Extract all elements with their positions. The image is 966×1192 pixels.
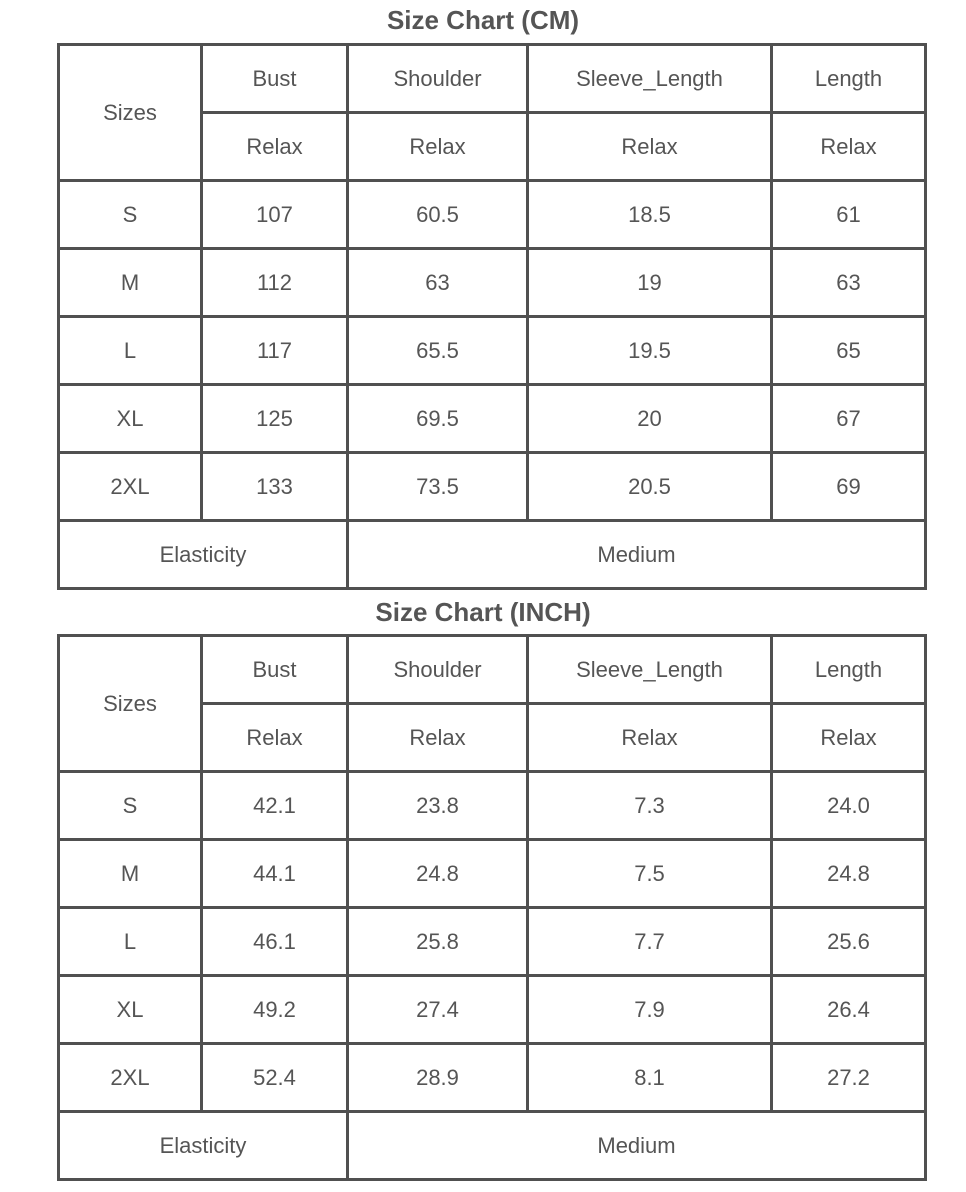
header-shoulder: Shoulder xyxy=(349,637,529,705)
header-sleeve-length: Sleeve_Length xyxy=(529,637,773,705)
bust-value: 44.1 xyxy=(203,841,349,909)
header-bust: Bust xyxy=(203,637,349,705)
size-label: M xyxy=(60,250,203,318)
shoulder-value: 28.9 xyxy=(349,1045,529,1113)
fit-sleeve-length: Relax xyxy=(529,114,773,182)
elasticity-row xyxy=(60,1113,924,1178)
table-row xyxy=(60,386,924,454)
table-row xyxy=(60,182,924,250)
size-label: L xyxy=(60,318,203,386)
bust-value: 125 xyxy=(203,386,349,454)
shoulder-value: 23.8 xyxy=(349,773,529,841)
sleeve-length-value: 7.3 xyxy=(529,773,773,841)
size-label: M xyxy=(60,841,203,909)
shoulder-value: 63 xyxy=(349,250,529,318)
bust-value: 46.1 xyxy=(203,909,349,977)
size-chart-cm-table xyxy=(57,43,927,590)
bust-value: 52.4 xyxy=(203,1045,349,1113)
sleeve-length-value: 7.7 xyxy=(529,909,773,977)
header-length: Length xyxy=(773,46,924,114)
table-row xyxy=(60,1045,924,1113)
sleeve-length-value: 20.5 xyxy=(529,454,773,522)
bust-value: 112 xyxy=(203,250,349,318)
bust-value: 117 xyxy=(203,318,349,386)
header-row-measurements xyxy=(60,637,924,705)
sizes-header: Sizes xyxy=(60,46,203,182)
table-row xyxy=(60,841,924,909)
shoulder-value: 60.5 xyxy=(349,182,529,250)
fit-sleeve-length: Relax xyxy=(529,705,773,773)
elasticity-row xyxy=(60,522,924,587)
shoulder-value: 65.5 xyxy=(349,318,529,386)
header-bust: Bust xyxy=(203,46,349,114)
size-label: L xyxy=(60,909,203,977)
length-value: 61 xyxy=(773,182,924,250)
size-label: XL xyxy=(60,386,203,454)
length-value: 27.2 xyxy=(773,1045,924,1113)
size-label: 2XL xyxy=(60,454,203,522)
size-chart-inch-title: Size Chart (INCH) xyxy=(375,597,591,627)
sleeve-length-value: 20 xyxy=(529,386,773,454)
shoulder-value: 27.4 xyxy=(349,977,529,1045)
length-value: 24.0 xyxy=(773,773,924,841)
table-row xyxy=(60,454,924,522)
length-value: 63 xyxy=(773,250,924,318)
bust-value: 133 xyxy=(203,454,349,522)
bust-value: 49.2 xyxy=(203,977,349,1045)
elasticity-label: Elasticity xyxy=(60,522,349,587)
sleeve-length-value: 19.5 xyxy=(529,318,773,386)
sleeve-length-value: 7.5 xyxy=(529,841,773,909)
fit-shoulder: Relax xyxy=(349,114,529,182)
sleeve-length-value: 18.5 xyxy=(529,182,773,250)
table-row xyxy=(60,250,924,318)
size-label: S xyxy=(60,773,203,841)
shoulder-value: 73.5 xyxy=(349,454,529,522)
bust-value: 42.1 xyxy=(203,773,349,841)
header-row-measurements xyxy=(60,46,924,114)
table-row xyxy=(60,909,924,977)
length-value: 69 xyxy=(773,454,924,522)
length-value: 24.8 xyxy=(773,841,924,909)
fit-bust: Relax xyxy=(203,114,349,182)
sleeve-length-value: 8.1 xyxy=(529,1045,773,1113)
fit-bust: Relax xyxy=(203,705,349,773)
shoulder-value: 24.8 xyxy=(349,841,529,909)
header-length: Length xyxy=(773,637,924,705)
table-row xyxy=(60,773,924,841)
elasticity-value: Medium xyxy=(597,541,676,567)
shoulder-value: 69.5 xyxy=(349,386,529,454)
length-value: 67 xyxy=(773,386,924,454)
length-value: 26.4 xyxy=(773,977,924,1045)
length-value: 25.6 xyxy=(773,909,924,977)
size-chart-inch-table xyxy=(57,634,927,1181)
table-row xyxy=(60,977,924,1045)
elasticity-value: Medium xyxy=(597,1132,676,1158)
sleeve-length-value: 19 xyxy=(529,250,773,318)
header-sleeve-length: Sleeve_Length xyxy=(529,46,773,114)
size-label: S xyxy=(60,182,203,250)
fit-length: Relax xyxy=(773,114,924,182)
fit-length: Relax xyxy=(773,705,924,773)
length-value: 65 xyxy=(773,318,924,386)
shoulder-value: 25.8 xyxy=(349,909,529,977)
elasticity-label: Elasticity xyxy=(60,1113,349,1178)
size-chart-cm-title: Size Chart (CM) xyxy=(386,5,580,35)
size-label: 2XL xyxy=(60,1045,203,1113)
size-label: XL xyxy=(60,977,203,1045)
bust-value: 107 xyxy=(203,182,349,250)
table-row xyxy=(60,318,924,386)
fit-shoulder: Relax xyxy=(349,705,529,773)
sleeve-length-value: 7.9 xyxy=(529,977,773,1045)
sizes-header: Sizes xyxy=(60,637,203,773)
header-shoulder: Shoulder xyxy=(349,46,529,114)
